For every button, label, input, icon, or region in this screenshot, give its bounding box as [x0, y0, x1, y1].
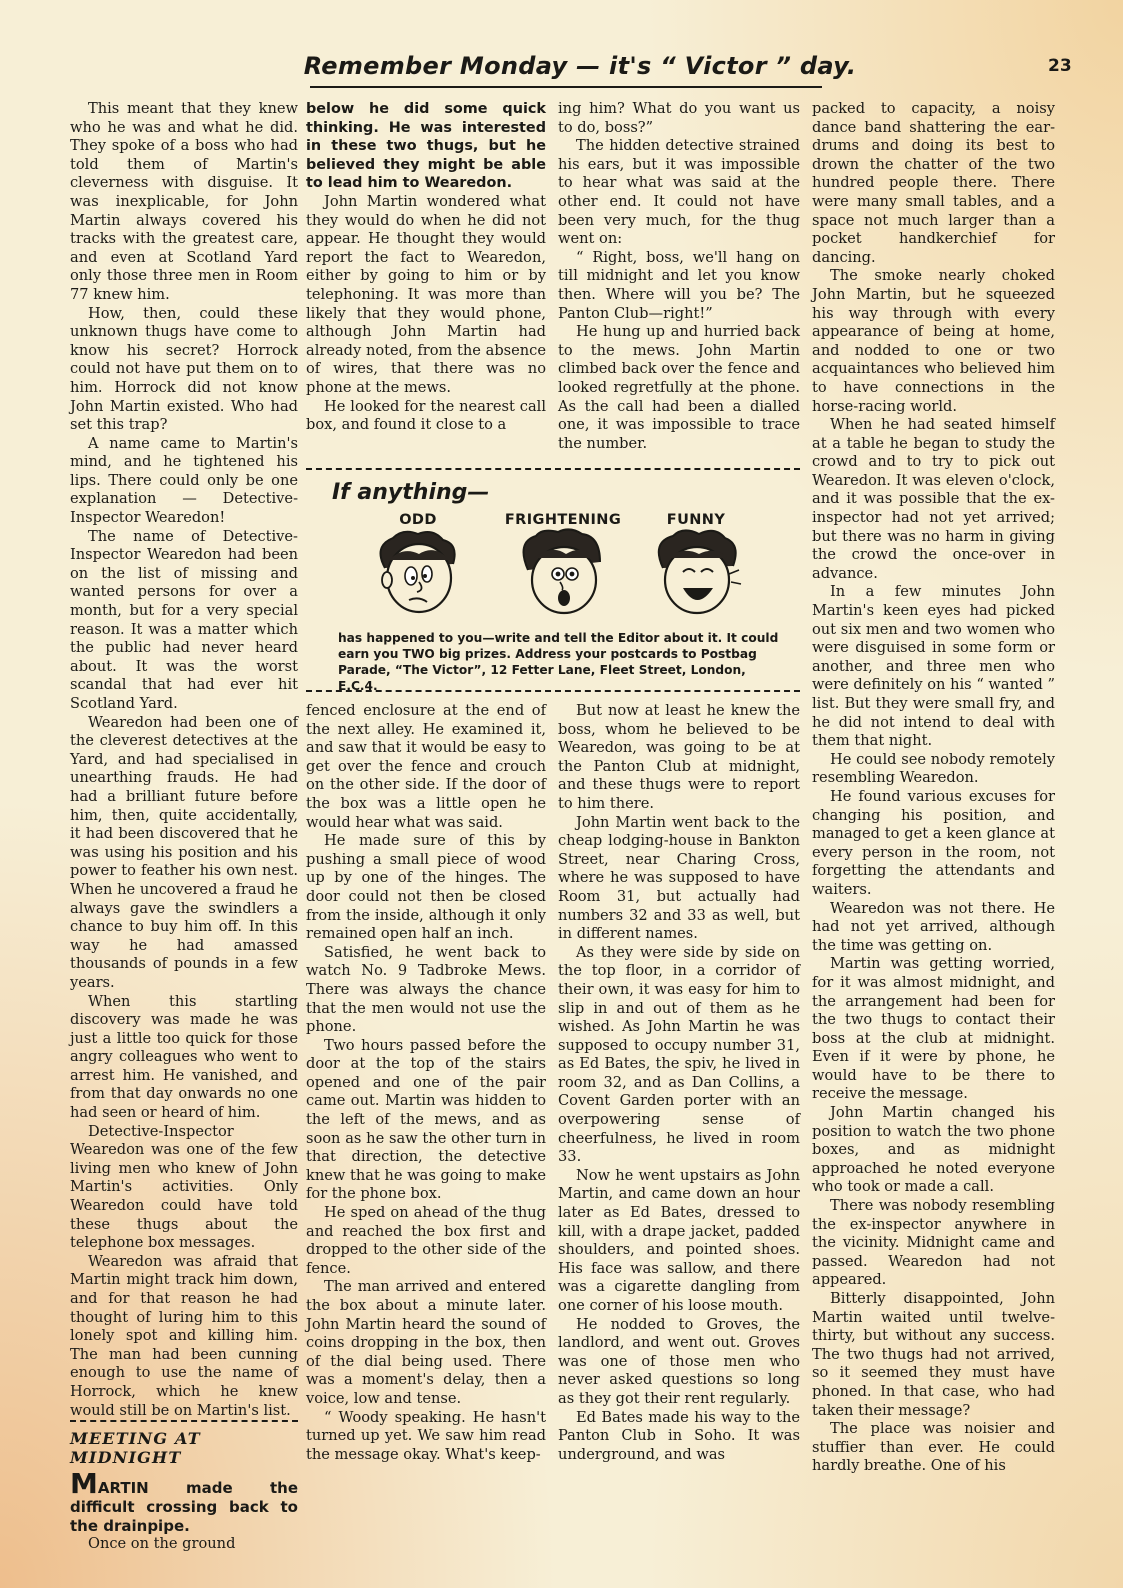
advert-text: has happened to you—write and tell the Editor about it. It could earn you TWO big prizes. Address your postcards to Postbag Parade, “The Victor”, 12 Fetter Lane, Fleet Street, London, E.C.4.: [338, 631, 779, 693]
column-4: [812, 100, 1055, 1476]
odd-face-icon: [363, 528, 473, 618]
column-1: [70, 100, 298, 1554]
frightened-face-icon: [508, 528, 618, 618]
paragraph: He sped on ahead of the thug and reached the box first and dropped to the other side of the fence.: [306, 1204, 546, 1277]
paragraph: Bitterly disappointed, John Martin waited until twelve-thirty, but without any success. The two thugs had not arrived, so it seemed they must have phoned. In that case, who had taken their message?: [812, 1290, 1055, 1419]
paragraph-text: ARTIN made the difficult crossing back to the drainpipe.: [70, 1479, 298, 1535]
paragraph: John Martin changed his position to watch the two phone boxes, and as midnight approached he noted everyone who took or made a call.: [812, 1104, 1055, 1196]
face-funny: [636, 512, 756, 622]
page-header: Remember Monday — it's “ Victor ” day.: [303, 52, 857, 80]
paragraph: He looked for the nearest call box, and found it close to a: [306, 397, 546, 434]
paragraph: Wearedon was not there. He had not yet arrived, although the time was getting on.: [812, 899, 1055, 954]
box-rule-top: [306, 468, 800, 470]
column-3-top: [558, 100, 800, 453]
paragraph: Two hours passed before the door at the top of the stairs opened and one of the pair came out. Martin was hidden to the left of the mews, and as soon as he saw the other turn in that direction, the detective knew that he was going to make for the phone box.: [306, 1036, 546, 1203]
paragraph: He found various excuses for changing his position, and managed to get a keen glance at every person in the room, not forgetting the attendants and waiters.: [812, 787, 1055, 898]
paragraph: Now he went upstairs as John Martin, and came down an hour later as Ed Bates, dressed to kill, with a drape jacket, padded shoulders, and pointed shoes. His face was sallow, and there was a cigarette dangling from one corner of his loose mouth.: [558, 1166, 800, 1314]
paragraph: As they were side by side on the top floor, in a corridor of their own, it was easy for him to slip in and out of them as he wished. As John Martin he was supposed to occupy number 31, as Ed Bates, the spiv, he lived in room 32, and as Dan Collins, a Covent Garden porter with an overpowering sense of cheerfulness, he lived in room 33.: [558, 943, 800, 1166]
paragraph: Detective-Inspector Wearedon was one of the few living men who knew of John Martin's activities. Only Wearedon could have told these thugs about the telephone box messages.: [70, 1122, 298, 1252]
laughing-face-icon: [641, 528, 751, 618]
section-subheading: MEETING AT MIDNIGHT: [70, 1420, 298, 1471]
advert-title: If anything—: [332, 480, 490, 505]
face-odd: [358, 512, 478, 622]
label-funny: FUNNY: [666, 512, 726, 528]
paragraph: This meant that they knew who he was and what he did. They spoke of a boss who had told them of Martin's cleverness with disguise. It was inexplicable, for John Martin always covered his tracks with the greatest care, and even at Scotland Yard only those three men in Room 77 knew him.: [70, 100, 298, 303]
paragraph: But now at least he knew the boss, whom he believed to be Wearedon, was going to be at the Panton Club at midnight, and these thugs were to report to him there.: [558, 702, 800, 812]
paragraph: He could see nobody remotely resembling Wearedon.: [812, 750, 1055, 787]
paragraph-bold-intro: below he did some quick thinking. He was interested in these two thugs, but he believed they might be able to lead him to Wearedon.: [306, 101, 546, 192]
box-rule-bottom: [306, 690, 800, 692]
paragraph: Ed Bates made his way to the Panton Club in Soho. It was underground, and was: [558, 1408, 800, 1463]
label-odd: ODD: [399, 512, 437, 528]
paragraph: How, then, could these unknown thugs have come to know his secret? Horrock could not have put them on to him. Horrock did not know John Martin existed. Who had set this trap?: [70, 304, 298, 434]
paragraph: Wearedon was afraid that Martin might track him down, and for that reason he had thought of luring him to this lonely spot and killing him. The man had been cunning enough to use the name of Horrock, which he knew would still be on Martin's list.: [70, 1252, 298, 1419]
paragraph: The hidden detective strained his ears, but it was impossible to hear what was said at the other end. It could not have been very much, for the thug went on:: [558, 137, 800, 248]
header-rule: [310, 86, 822, 88]
paragraph: Martin was getting worried, for it was almost midnight, and the arrangement had been for the two thugs to contact their boss at the club at midnight. Even if it were by phone, he would have to be there to receive the message.: [812, 955, 1055, 1103]
paragraph: When he had seated himself at a table he began to study the crowd and to try to pick out Wearedon. It was eleven o'clock, and it was possible that the ex-inspector had not yet arrived; but there was no harm in giving the crowd the once-over in advance.: [812, 416, 1055, 582]
label-frightening: FRIGHTENING: [504, 512, 622, 528]
column-2-bottom: [306, 702, 546, 1464]
paragraph: John Martin went back to the cheap lodging-house in Bankton Street, near Charing Cross, where he was supposed to have Room 31, but actually had numbers 32 and 33 as well, but in different names.: [558, 813, 800, 943]
column-3-bottom: [558, 702, 800, 1464]
paragraph: “ Right, boss, we'll hang on till midnight and let you know then. Where will you be? The Panton Club—right!”: [558, 248, 800, 322]
paragraph: He hung up and hurried back to the mews. John Martin climbed back over the fence and looked regretfully at the phone. As the call had been a dialled one, it was impossible to trace the number.: [558, 323, 800, 452]
paragraph: There was nobody resembling the ex-inspector anywhere in the vicinity. Midnight came and passed. Wearedon had not appeared.: [812, 1197, 1055, 1289]
paragraph: The name of Detective-Inspector Wearedon had been on the list of missing and wanted persons for over a month, but for a very special reason. It was a matter which the public had never heard about. It was the worst scandal that had ever hit Scotland Yard.: [70, 527, 298, 712]
face-frightening: [498, 512, 628, 622]
paragraph: The smoke nearly choked John Martin, but he squeezed his way through with every appearance of being at home, and nodded to one or two acquaintances who believed him to have connections in the horse-racing world.: [812, 267, 1055, 415]
paragraph: Satisfied, he went back to watch No. 9 Tadbroke Mews. There was always the chance that the men would not use the phone.: [306, 943, 546, 1036]
paragraph: “ Woody speaking. He hasn't turned up yet. We saw him read the message okay. What's keep-: [306, 1408, 546, 1463]
paragraph: John Martin wondered what they would do when he did not appear. He thought they would report the fact to Wearedon, either by going to him or by telephoning. It was more than likely that they would phone, although John Martin had already noted, from the absence of wires, that there was no phone at the mews.: [306, 192, 546, 396]
paragraph: fenced enclosure at the end of the next alley. He examined it, and saw that it would be easy to get over the fence and crouch on the other side. If the door of the box was a little open he would hear what was said.: [306, 702, 546, 831]
paragraph: The man arrived and entered the box about a minute later. John Martin heard the sound of coins dropping in the box, then of the dial being used. There was a moment's delay, then a voice, low and tense.: [306, 1278, 546, 1407]
paragraph: Wearedon had been one of the cleverest detectives at the Yard, and had specialised in unearthing frauds. He had had a brilliant future before him, then, quite accidentally, it had been discovered that he was using his position and his power to feather his own nest. When he uncovered a fraud he always gave the swindlers a chance to buy him off. In this way he had amassed thousands of pounds in a few years.: [70, 713, 298, 991]
drop-cap-paragraph: [70, 1467, 298, 1535]
page-number: 23: [1048, 56, 1072, 76]
paragraph: He nodded to Groves, the landlord, and went out. Groves was one of those men who never asked questions so long as they got their rent regularly.: [558, 1315, 800, 1407]
paragraph: He made sure of this by pushing a small piece of wood up by one of the hinges. The door could not then be closed from the inside, although it only remained open half an inch.: [306, 832, 546, 943]
paragraph: When this startling discovery was made he was just a little too quick for those angry colleagues who went to arrest him. He vanished, and from that day onwards no one had seen or heard of him.: [70, 992, 298, 1122]
column-2-top: [306, 100, 546, 435]
drop-cap: M: [70, 1467, 98, 1501]
paragraph: In a few minutes John Martin's keen eyes had picked out six men and two women who were disguised in some form or another, and three men who were definitely on his “ wanted ” list. But they were small fry, and he did not intend to deal with them that night.: [812, 583, 1055, 750]
paragraph: ing him? What do you want us to do, boss?”: [558, 100, 800, 136]
postbag-advert-box: [306, 462, 800, 694]
paragraph: A name came to Martin's mind, and he tightened his lips. There could only be one explanation — Detective-Inspector Wearedon!: [70, 434, 298, 527]
paragraph: Once on the ground: [88, 1535, 236, 1553]
paragraph: The place was noisier and stuffier than ever. He could hardly breathe. One of his: [812, 1420, 1055, 1475]
paragraph: packed to capacity, a noisy dance band shattering the ear-drums and doing its best to drown the chatter of the two hundred people there. There were many small tables, and a space not much larger than a pocket handkerchief for dancing.: [812, 100, 1055, 266]
